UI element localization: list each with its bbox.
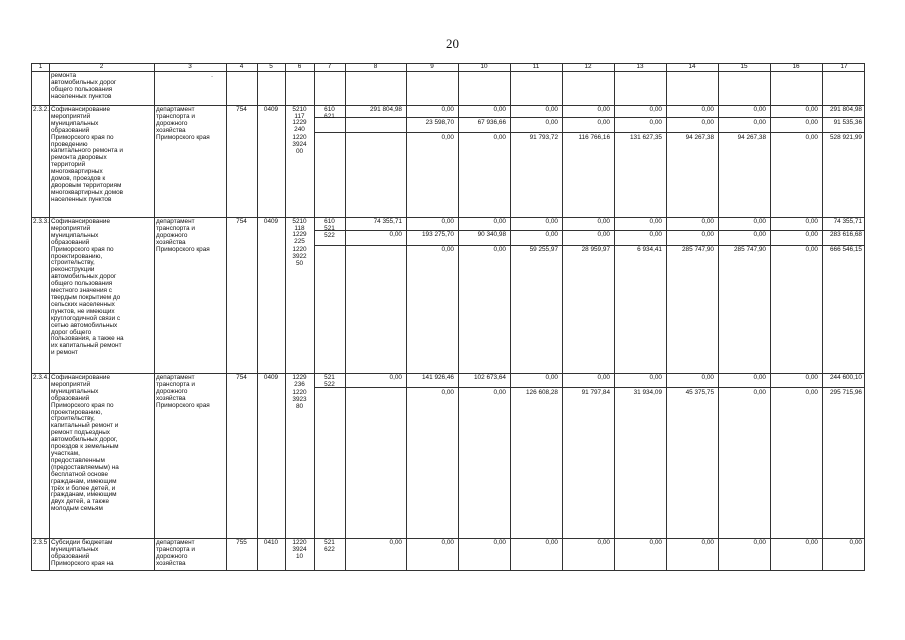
amount-cell: 0,00 [805, 106, 818, 113]
row-number: 2.3.5 [33, 539, 48, 546]
row-description: Софинансирование мероприятий муниципальных образований Приморского края по проведению капитального ремонта и ремонта дворовых территорий многоквартирных домов, проездов к дворовым территориям многоквартирных домов населенных пунктов [51, 106, 124, 203]
amount-cell: 0,00 [441, 218, 454, 225]
row-description: Софинансирование мероприятий муниципальных образований Приморского края по проектированию, строительству, реконструкции автомобильных дорог общего пользования местного значения с твердым покрытием до сельских населенных пунктов, не имеющих круглогодичной связи с сетью автомобильных дорог общего пользования, а также на их капитальный ремонт и ремонт [51, 218, 124, 357]
amount-cell: 0,00 [441, 389, 454, 396]
amount-cell: 0,00 [389, 539, 402, 546]
column-header-5: 5 [269, 63, 273, 70]
column-header-12: 12 [584, 63, 592, 70]
amount-cell: 0,00 [701, 231, 714, 238]
amount-cell: 0,00 [493, 389, 506, 396]
amount-cell: 94 267,38 [685, 134, 714, 141]
amount-cell: 0,00 [389, 374, 402, 381]
amount-cell: 0,00 [753, 389, 766, 396]
row-executor: департамент транспорта и дорожного хозяйства [156, 539, 195, 567]
amount-cell: 0,00 [649, 106, 662, 113]
amount-cell: 0,00 [597, 106, 610, 113]
amount-cell: 91 797,84 [581, 389, 610, 396]
amount-cell: 0,00 [493, 106, 506, 113]
amount-cell: 23 598,70 [425, 119, 454, 126]
column-header-17: 17 [840, 63, 848, 70]
row-target-code: 1229 225 [292, 231, 307, 245]
amount-cell: 285 747,90 [734, 246, 766, 253]
stray-mark: . [211, 72, 213, 79]
amount-cell: 0,00 [441, 134, 454, 141]
amount-cell: 0,00 [805, 539, 818, 546]
row-executor: департамент транспорта и дорожного хозяйства Приморского края [156, 106, 210, 141]
amount-cell: 0,00 [701, 218, 714, 225]
amount-cell: 94 267,38 [737, 134, 766, 141]
amount-cell: 45 375,75 [685, 389, 714, 396]
amount-cell: 283 616,68 [830, 231, 862, 238]
amount-cell: 74 355,71 [373, 218, 402, 225]
amount-cell: 193 275,70 [422, 231, 454, 238]
row-target-code: 5210 117 [292, 106, 307, 120]
amount-cell: 28 959,97 [581, 246, 610, 253]
row-expense-type: 610 521 522 [324, 218, 335, 239]
amount-cell: 0,00 [849, 539, 862, 546]
amount-cell: 0,00 [441, 539, 454, 546]
amount-cell: 0,00 [597, 374, 610, 381]
row-code-ministry: 754 [236, 218, 247, 225]
row-executor: департамент транспорта и дорожного хозяйства Приморского края [156, 218, 210, 253]
amount-cell: 0,00 [493, 218, 506, 225]
amount-cell: 0,00 [597, 539, 610, 546]
amount-cell: 244 600,10 [830, 374, 862, 381]
amount-cell: 0,00 [805, 218, 818, 225]
amount-cell: 291 804,98 [830, 106, 862, 113]
amount-cell: 74 355,71 [833, 218, 862, 225]
amount-cell: 0,00 [649, 539, 662, 546]
row-description: Софинансирование мероприятий муниципальных образований Приморского края по проектированию, строительству, капитальный ремонт и ремонт подъездных автомобильных дорог, проездов к земельным участкам, предоставленным (предоставляемым) на бесплатной основе гражданам, имеющим трёх и более детей, и гражданам, имеющим двух детей, а также молодым семьям [51, 374, 119, 513]
row-target-code: 5210 118 [292, 218, 307, 232]
amount-cell: 528 921,99 [830, 134, 862, 141]
page-number: 20 [446, 36, 459, 51]
amount-cell: 666 546,15 [830, 246, 862, 253]
amount-cell: 0,00 [701, 374, 714, 381]
amount-cell: 0,00 [805, 374, 818, 381]
amount-cell: 0,00 [649, 374, 662, 381]
row-expense-type: 521 522 [324, 374, 335, 388]
amount-cell: 141 926,46 [422, 374, 454, 381]
row-target-code: 1220 3924 00 [292, 134, 307, 155]
amount-cell: 0,00 [753, 218, 766, 225]
amount-cell: 0,00 [545, 231, 558, 238]
column-header-1: 1 [38, 63, 43, 70]
amount-cell: 31 934,09 [633, 389, 662, 396]
amount-cell: 0,00 [701, 119, 714, 126]
amount-cell: 0,00 [597, 218, 610, 225]
amount-cell: 0,00 [753, 374, 766, 381]
amount-cell: 91 535,36 [833, 119, 862, 126]
amount-cell: 102 673,64 [474, 374, 506, 381]
amount-cell: 0,00 [701, 106, 714, 113]
row-code-ministry: 754 [236, 106, 247, 113]
amount-cell: 0,00 [649, 119, 662, 126]
amount-cell: 0,00 [805, 389, 818, 396]
amount-cell: 0,00 [805, 134, 818, 141]
column-header-4: 4 [239, 63, 244, 70]
row-code-section: 0409 [263, 218, 279, 225]
row-code-ministry: 755 [236, 539, 247, 546]
amount-cell: 0,00 [805, 246, 818, 253]
amount-cell: 0,00 [493, 246, 506, 253]
row-number: 2.3.2. [33, 106, 49, 113]
amount-cell: 90 340,98 [477, 231, 506, 238]
row-target-code: 1220 3923 80 [292, 389, 307, 410]
row-number: 2.3.3. [33, 218, 49, 225]
amount-cell: 0,00 [753, 231, 766, 238]
amount-cell: 91 793,72 [529, 134, 558, 141]
amount-cell: 131 627,35 [630, 134, 662, 141]
column-header-6: 6 [297, 63, 302, 70]
column-header-11: 11 [532, 63, 540, 70]
amount-cell: 0,00 [389, 231, 402, 238]
row-target-code: 1229 240 [292, 119, 307, 133]
amount-cell: 6 934,41 [637, 246, 662, 253]
row-description: Субсидии бюджетам муниципальных образований Приморского края на [51, 539, 114, 567]
row-expense-type: 610 621 [324, 106, 335, 120]
continued-description: ремонта автомобильных дорог общего пользования населенных пунктов [51, 72, 117, 100]
column-header-9: 9 [430, 63, 434, 70]
column-header-2: 2 [99, 63, 104, 70]
column-header-15: 15 [740, 63, 748, 70]
column-header-13: 13 [636, 63, 644, 70]
amount-cell: 0,00 [753, 106, 766, 113]
row-expense-type: 521 622 [324, 539, 335, 553]
amount-cell: 0,00 [701, 539, 714, 546]
row-target-code: 1229 236 [292, 374, 307, 388]
amount-cell: 0,00 [597, 231, 610, 238]
amount-cell: 126 608,28 [526, 389, 558, 396]
amount-cell: 291 804,98 [370, 106, 402, 113]
amount-cell: 59 255,97 [529, 246, 558, 253]
row-executor: департамент транспорта и дорожного хозяйства Приморского края [156, 374, 210, 409]
amount-cell: 0,00 [753, 119, 766, 126]
column-header-14: 14 [688, 63, 696, 70]
row-target-code: 1220 3924 10 [292, 539, 307, 560]
amount-cell: 0,00 [649, 218, 662, 225]
amount-cell: 295 715,96 [830, 389, 862, 396]
amount-cell: 0,00 [597, 119, 610, 126]
amount-cell: 0,00 [545, 374, 558, 381]
amount-cell: 0,00 [545, 106, 558, 113]
amount-cell: 0,00 [805, 119, 818, 126]
amount-cell: 0,00 [649, 231, 662, 238]
row-code-ministry: 754 [236, 374, 247, 381]
row-target-code: 1220 3922 50 [292, 246, 307, 267]
row-code-section: 0409 [263, 106, 279, 113]
amount-cell: 0,00 [545, 539, 558, 546]
row-number: 2.3.4. [33, 374, 49, 381]
amount-cell: 0,00 [545, 218, 558, 225]
amount-cell: 0,00 [493, 134, 506, 141]
column-header-16: 16 [792, 63, 800, 70]
amount-cell: 0,00 [545, 119, 558, 126]
column-header-7: 7 [327, 63, 332, 70]
amount-cell: 67 936,66 [477, 119, 506, 126]
row-code-section: 0409 [263, 374, 279, 381]
amount-cell: 0,00 [805, 231, 818, 238]
amount-cell: 0,00 [753, 539, 766, 546]
amount-cell: 0,00 [493, 539, 506, 546]
amount-cell: 285 747,90 [682, 246, 714, 253]
column-header-10: 10 [480, 63, 488, 70]
amount-cell: 0,00 [441, 246, 454, 253]
budget-table [31, 63, 865, 571]
column-header-3: 3 [188, 63, 192, 70]
row-code-section: 0410 [263, 539, 279, 546]
column-header-8: 8 [373, 63, 378, 70]
amount-cell: 0,00 [441, 106, 454, 113]
amount-cell: 116 766,16 [578, 134, 610, 141]
